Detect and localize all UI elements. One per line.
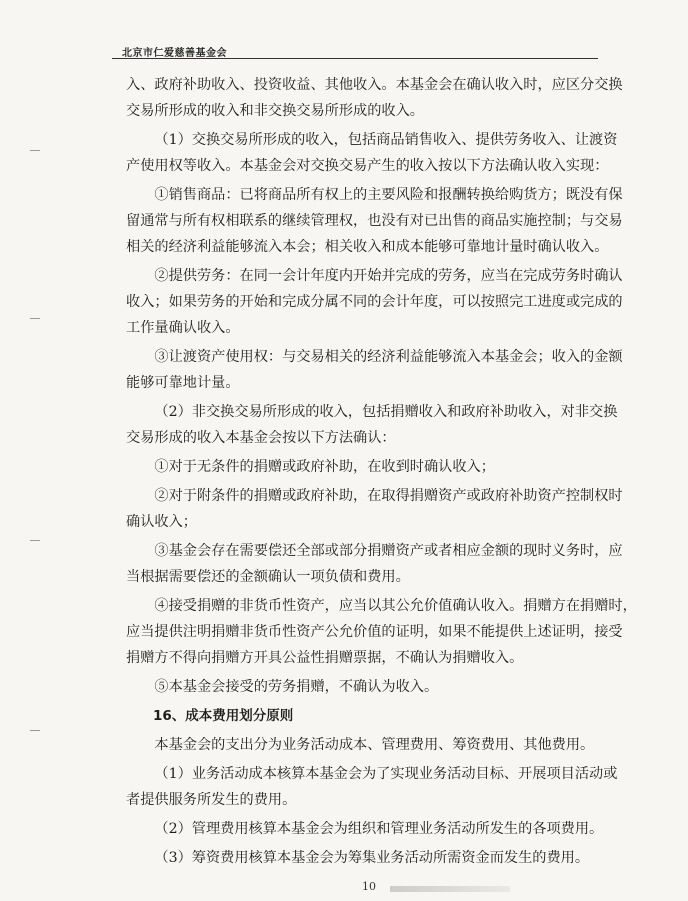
body-line: （1）业务活动成本核算本基金会为了实现业务活动目标、开展项目活动或 <box>154 766 618 782</box>
body-line: 工作量确认收入。 <box>126 320 240 336</box>
body-line: 确认收入； <box>126 514 197 530</box>
body-line: ⑤本基金会接受的劳务捐赠，不确认为收入。 <box>154 679 439 695</box>
header-organization-name: 北京市仁爱慈善基金会 <box>122 48 227 59</box>
body-line: 交易形成的收入本基金会按以下方法确认： <box>126 430 396 446</box>
body-line: 者提供服务所发生的费用。 <box>126 792 297 808</box>
body-line: 入、政府补助收入、投资收益、其他收入。本基金会在确认收入时，应区分交换 <box>126 77 623 93</box>
margin-tick <box>30 540 40 541</box>
page-number: 10 <box>362 880 376 893</box>
body-line: ③让渡资产使用权：与交易相关的经济利益能够流入本基金会；收入的金额 <box>154 349 623 365</box>
header-rule <box>112 58 598 59</box>
body-line: ①对于无条件的捐赠或政府补助，在收到时确认收入； <box>154 459 495 475</box>
body-line: 收入；如果劳务的开始和完成分属不同的会计年度，可以按照完工进度或完成的 <box>126 294 623 310</box>
body-line: （3）筹资费用核算本基金会为筹集业务活动所需资金而发生的费用。 <box>154 850 590 866</box>
body-line: （2）非交换交易所形成的收入，包括捐赠收入和政府补助收入，对非交换 <box>154 404 618 420</box>
body-line: 产使用权等收入。本基金会对交换交易产生的收入按以下方法确认收入实现： <box>126 158 609 174</box>
body-line: 相关的经济利益能够流入本会；相关收入和成本能够可靠地计量时确认收入。 <box>126 239 609 255</box>
body-line: （1）交换交易所形成的收入，包括商品销售收入、提供劳务收入、让渡资 <box>154 132 618 148</box>
body-line: ④接受捐赠的非货币性资产，应当以其公允价值确认收入。捐赠方在捐赠时， <box>154 598 637 614</box>
footer-scan-mark <box>390 886 510 892</box>
body-line: 当根据需要偿还的金额确认一项负债和费用。 <box>126 569 410 585</box>
body-line: 能够可靠地计量。 <box>126 375 240 391</box>
body-line: ③基金会存在需要偿还全部或部分捐赠资产或者相应金额的现时义务时，应 <box>154 543 623 559</box>
margin-tick <box>30 318 40 319</box>
body-line: 应当提供注明捐赠非货币性资产公允价值的证明，如果不能提供上述证明，接受 <box>126 624 623 640</box>
body-line: （2）管理费用核算本基金会为组织和管理业务活动所发生的各项费用。 <box>154 821 604 837</box>
body-line: ①销售商品：已将商品所有权上的主要风险和报酬转换给购货方；既没有保 <box>154 187 623 203</box>
section-heading: 16、成本费用划分原则 <box>153 708 294 724</box>
body-line: 交易所形成的收入和非交换交易所形成的收入。 <box>126 103 424 119</box>
margin-tick <box>30 730 40 731</box>
body-line: ②对于附条件的捐赠或政府补助，在取得捐赠资产或政府补助资产控制权时 <box>154 488 623 504</box>
body-line: 本基金会的支出分为业务活动成本、管理费用、筹资费用、其他费用。 <box>154 737 595 753</box>
body-line: 捐赠方不得向捐赠方开具公益性捐赠票据，不确认为捐赠收入。 <box>126 650 524 666</box>
body-line: 留通常与所有权相联系的继续管理权，也没有对已出售的商品实施控制；与交易 <box>126 213 623 229</box>
body-text <box>126 72 637 871</box>
margin-tick <box>30 150 40 151</box>
body-line: ②提供劳务：在同一会计年度内开始并完成的劳务，应当在完成劳务时确认 <box>154 268 623 284</box>
